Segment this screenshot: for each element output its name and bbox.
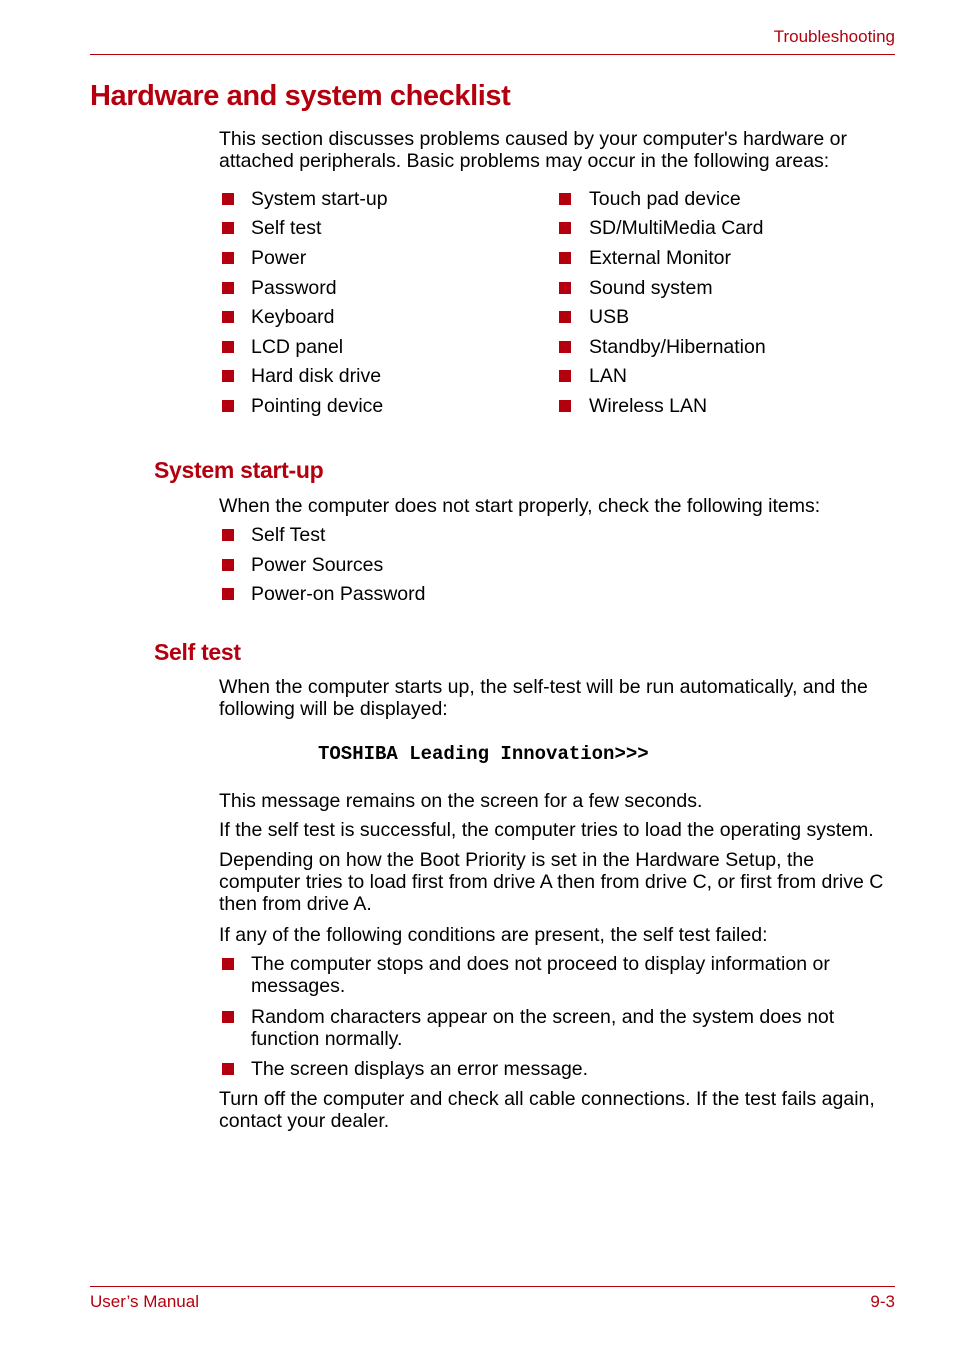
bullet-icon	[222, 588, 234, 600]
bullet-icon	[222, 370, 234, 382]
bullet-icon	[222, 222, 234, 234]
bullet-icon	[559, 252, 571, 264]
selftest-paragraph-2: If the self test is successful, the computer tries to load the operating system.	[219, 819, 874, 841]
bullet-icon	[222, 958, 234, 970]
bullet-icon	[559, 400, 571, 412]
page-number: 9-3	[870, 1292, 895, 1311]
bullet-icon	[222, 559, 234, 571]
running-header: Troubleshooting	[773, 27, 895, 46]
footer-rule	[90, 1286, 895, 1287]
selftest-paragraph-1: This message remains on the screen for a few seconds.	[219, 790, 703, 812]
boot-message: TOSHIBA Leading Innovation>>>	[318, 743, 649, 765]
bullet-icon	[222, 1063, 234, 1075]
startup-intro: When the computer does not start properly, check the following items:	[219, 495, 821, 517]
bullet-icon	[222, 1011, 234, 1023]
header-rule	[90, 54, 895, 55]
selftest-paragraph-3: Depending on how the Boot Priority is set in the Hardware Setup, the computer tries to load first from drive A then from drive C, or first from drive C then from drive A.	[219, 849, 884, 915]
bullet-icon	[222, 311, 234, 323]
bullet-icon	[559, 193, 571, 205]
section-heading-startup: System start-up	[154, 457, 324, 483]
selftest-paragraph-4: If any of the following conditions are present, the self test failed:	[219, 924, 768, 946]
bullet-icon	[222, 252, 234, 264]
selftest-intro: When the computer starts up, the self-test will be run automatically, and the following will be displayed:	[219, 676, 868, 720]
bullet-icon	[222, 341, 234, 353]
bullet-icon	[222, 400, 234, 412]
bullet-icon	[559, 282, 571, 294]
intro-paragraph: This section discusses problems caused by your computer's hardware or attached peripherals. Basic problems may occur in the following areas:	[219, 128, 847, 172]
bullet-icon	[222, 282, 234, 294]
footer-manual-label: User’s Manual	[90, 1292, 199, 1311]
bullet-icon	[559, 370, 571, 382]
bullet-icon	[222, 193, 234, 205]
bullet-icon	[559, 222, 571, 234]
bullet-icon	[559, 341, 571, 353]
closing-paragraph: Turn off the computer and check all cable connections. If the test fails again, contact your dealer.	[219, 1088, 875, 1132]
bullet-icon	[559, 311, 571, 323]
section-heading-selftest: Self test	[154, 639, 241, 665]
page-title: Hardware and system checklist	[90, 80, 511, 112]
bullet-icon	[222, 529, 234, 541]
